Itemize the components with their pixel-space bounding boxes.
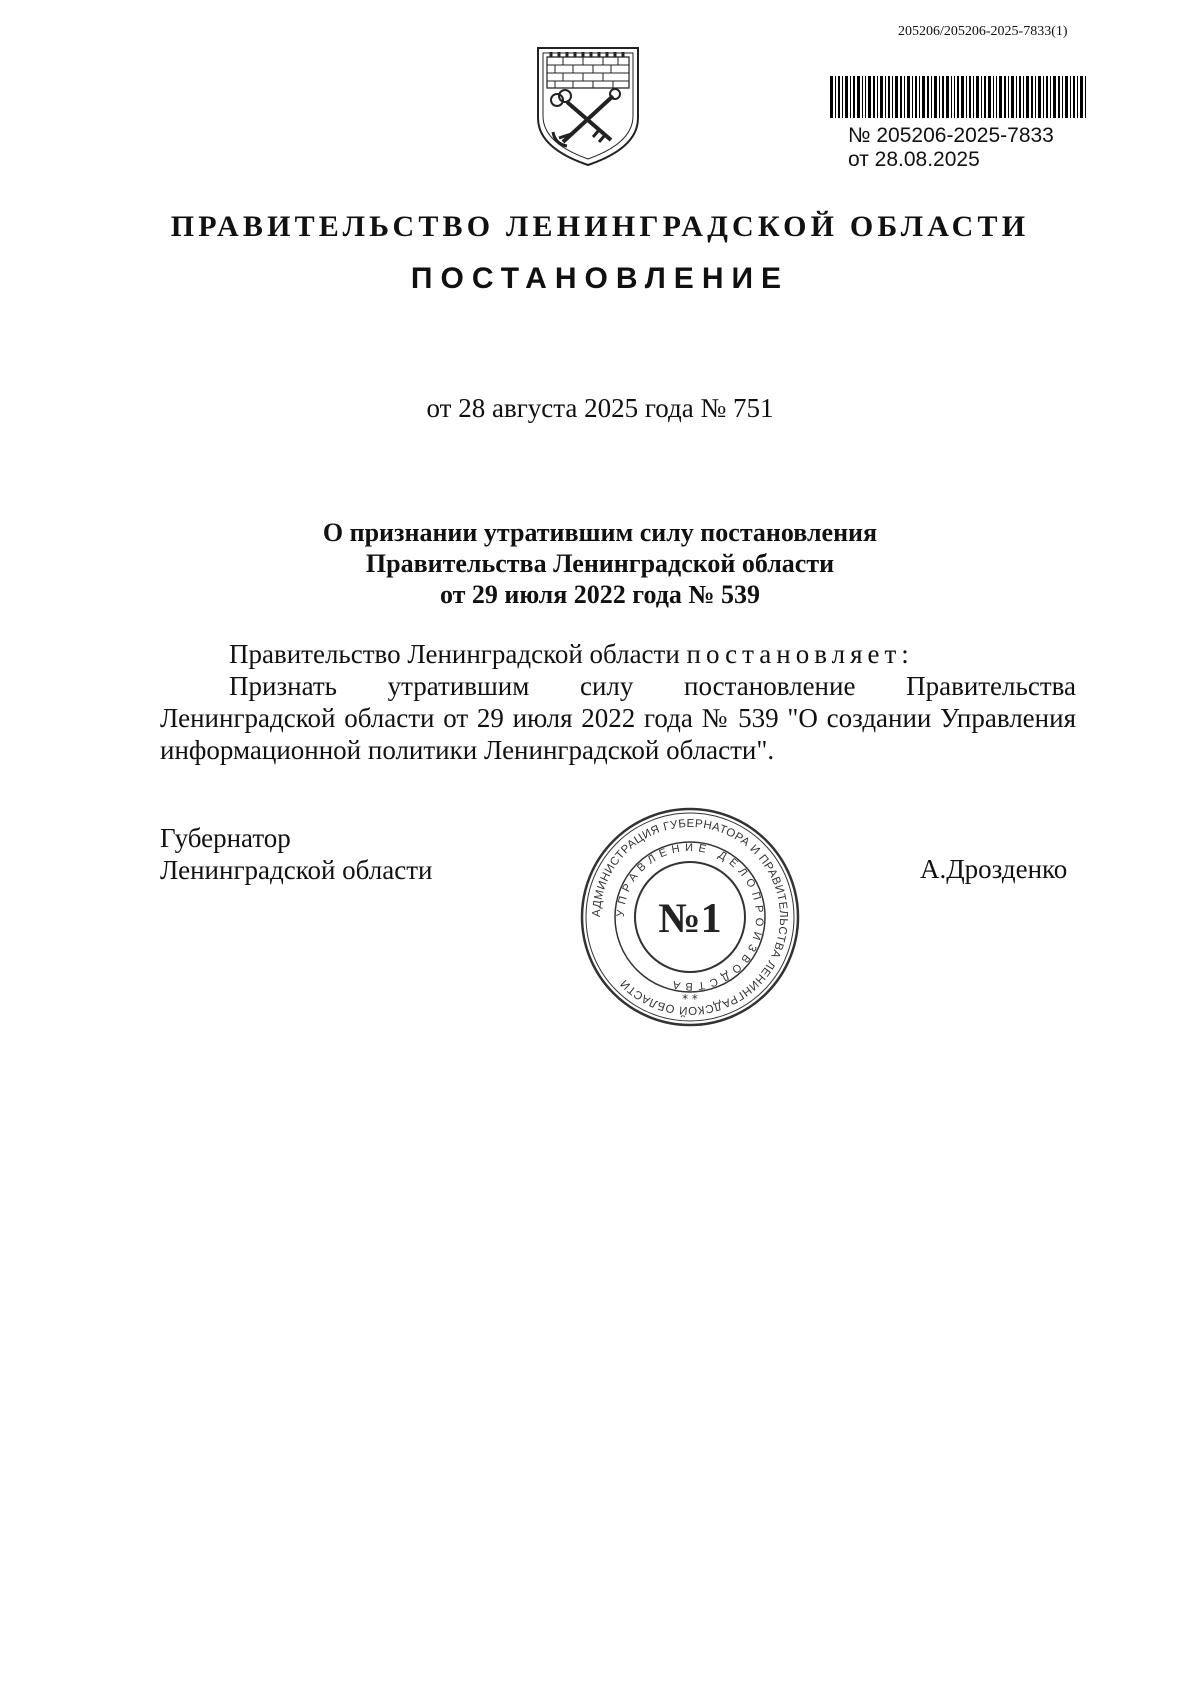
registration-number: № 205206-2025-7833 — [848, 124, 1054, 147]
signatory-position — [160, 822, 432, 886]
official-seal-icon — [578, 805, 802, 1029]
registration-date: от 28.08.2025 — [848, 148, 980, 171]
position-line: Губернатор — [160, 823, 291, 853]
decree-body — [160, 638, 1076, 766]
signatory-name: А.Дрозденко — [920, 854, 1068, 884]
organization-title: ПРАВИТЕЛЬСТВО ЛЕНИНГРАДСКОЙ ОБЛАСТИ — [170, 210, 1030, 243]
decree-paragraph: Признать утратившим силу постановление Правительства Ленинградской области от 29 июля 2022 года № 539 "О создании Управления информационной политики Ленинградской области". — [160, 671, 1076, 765]
seal-inner-text: УПРАВЛЕНИЕ ДЕЛОПРОИЗВОДСТВА — [614, 841, 766, 993]
subject-line: Правительства Ленинградской области — [365, 549, 835, 578]
seal-outer-text: АДМИНИСТРАЦИЯ ГУБЕРНАТОРА И ПРАВИТЕЛЬСТВА ЛЕНИНГРАДСКОЙ ОБЛАСТИ — [590, 817, 790, 1017]
seal-number: №1 — [658, 896, 722, 942]
intro-action: постановляет: — [686, 639, 914, 669]
decree-date: от 28 августа 2025 года № 751 — [426, 393, 774, 423]
subject-line: О признании утратившим силу постановления — [322, 518, 878, 547]
subject-line: от 29 июля 2022 года № 539 — [440, 580, 760, 609]
svg-text:* *: * * — [682, 992, 698, 1006]
coat-of-arms-icon — [533, 44, 643, 170]
position-line: Ленинградской области — [160, 855, 433, 885]
document-type-title: ПОСТАНОВЛЕНИЕ — [410, 262, 790, 295]
barcode — [830, 76, 1086, 118]
decree-subject — [0, 517, 1200, 610]
intro-lead: Правительство Ленинградской области — [229, 639, 687, 669]
decree-intro — [160, 638, 1076, 670]
document-id: 205206/205206-2025-7833(1) — [898, 24, 1068, 39]
